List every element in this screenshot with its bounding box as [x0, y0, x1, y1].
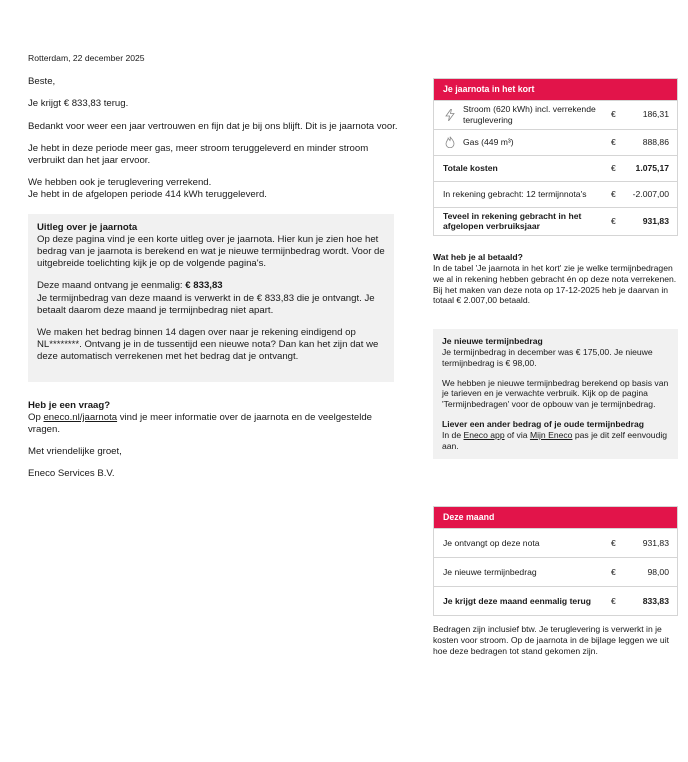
this-month-card [433, 506, 678, 616]
row-amount: 1.075,17 [635, 162, 669, 173]
month-row-new-installment [434, 557, 677, 586]
row-amount: -2.007,00 [632, 188, 669, 199]
feed-in-paragraph [28, 177, 400, 201]
other-amount-title: Liever een ander bedrag of je oude termijnbedrag [442, 418, 645, 429]
currency-sign: € [611, 109, 616, 120]
row-label: Gas (449 m³) [463, 136, 514, 147]
greeting: Beste, [28, 76, 56, 88]
new-installment-basis: We hebben je nieuwe termijnbedrag berekend op basis van je tarieven en je verwachte verbruik. Kijk op de pagina 'Termijnbedragen' voor de opbouw van je termijnbedrag. [442, 377, 669, 410]
row-label: Je nieuwe termijnbedrag [443, 566, 537, 577]
eneco-app-link[interactable]: Eneco app [463, 429, 505, 440]
new-installment-box [433, 329, 678, 459]
row-label: Je ontvangt op deze nota [443, 537, 540, 548]
footnote: Bedragen zijn inclusief btw. Je teruglevering is verwerkt in je kosten voor stroom. Op de jaarnota in de bijlage leggen we uit hoe deze bedragen tot stand gekomen zijn. [433, 624, 669, 656]
transfer-note: We maken het bedrag binnen 14 dagen over naar je rekening eindigend op NL********. Ontvang je in de tussentijd een nieuwe nota? Dan kan het zijn dat we deze automatisch verrekenen met het bedrag dat je ontvangt. [37, 327, 379, 363]
question-suffix: vind je meer informatie over de jaarnota en de veelgestelde vragen. [28, 411, 372, 436]
lightning-icon [443, 108, 457, 122]
row-label: Je krijgt deze maand eenmalig terug [443, 595, 592, 606]
new-installment-text: Je termijnbedrag in december was € 175,00. Je nieuwe termijnbedrag is € 98,00. [442, 346, 653, 368]
row-label: Totale kosten [443, 162, 498, 173]
summary-row-gas [434, 129, 677, 155]
paid-text: In de tabel 'Je jaarnota in het kort' zie je welke termijnbedragen we al in rekening hebben gebracht én op deze nota verrekenen. Bij het maken van deze nota op 17-12-2025 heb je daarvan in totaal € 2.007,00 betaald. [433, 262, 677, 306]
row-amount: 98,00 [647, 566, 669, 577]
row-label: Stroom (620 kWh) incl. verrekende teruglevering [463, 104, 596, 125]
uitleg-box [28, 214, 394, 382]
summary-card-title: Je jaarnota in het kort [434, 79, 677, 100]
thanks-paragraph: Bedankt voor weer een jaar vertrouwen en fijn dat je bij ons blijft. Dit is je jaarnota voor. [28, 120, 398, 132]
flame-icon [443, 135, 457, 149]
summary-row-charged [434, 181, 677, 207]
currency-sign: € [611, 566, 616, 577]
currency-sign: € [611, 136, 616, 147]
summary-card [433, 78, 678, 236]
month-row-receive [434, 528, 677, 557]
period-paragraph: Je hebt in deze periode meer gas, meer stroom teruggeleverd en minder stroom verbruikt dan het jaar ervoor. [28, 142, 369, 167]
question-prefix: Op [28, 411, 44, 423]
summary-row-overcharged [434, 207, 677, 236]
currency-sign: € [611, 162, 616, 173]
mijn-eneco-link[interactable]: Mijn Eneco [529, 429, 573, 440]
row-label: Teveel in rekening gebracht in het afgelopen verbruiksjaar [443, 210, 582, 232]
paid-title: Wat heb je al betaald? [433, 252, 523, 263]
row-amount: 931,83 [642, 537, 669, 548]
row-amount: 888,86 [642, 136, 669, 147]
currency-sign: € [611, 537, 616, 548]
jaarnota-link[interactable]: eneco.nl/jaarnota [43, 411, 118, 423]
regards: Met vriendelijke groet, [28, 446, 122, 458]
one-time-label: Deze maand ontvang je eenmalig: [37, 280, 186, 292]
other-amount-text-c: pas je dit zelf eenvoudig aan. [442, 429, 668, 451]
currency-sign: € [611, 595, 616, 606]
other-amount-text-b: of via [504, 429, 530, 440]
row-label: In rekening gebracht: 12 termijnnota's [443, 188, 587, 199]
one-time-amount: € 833,83 [185, 280, 223, 292]
month-row-refund [434, 586, 677, 615]
uitleg-intro: Op deze pagina vind je een korte uitleg over je jaarnota. Hier kun je zien hoe het bedrag van je jaarnota is berekend en wat je nieuwe termijnbedrag wordt. Voor de uitgebreide toelichting kijk je op de volgende pagina's. [37, 233, 385, 270]
row-amount: 833,83 [642, 595, 669, 606]
uitleg-title: Uitleg over je jaarnota [37, 221, 138, 233]
currency-sign: € [611, 188, 616, 199]
letter-date: Rotterdam, 22 december 2025 [28, 53, 145, 63]
summary-row-total [434, 155, 677, 181]
question-title: Heb je een vraag? [28, 399, 111, 411]
new-installment-title: Je nieuwe termijnbedrag [442, 336, 543, 347]
row-amount: 186,31 [642, 109, 669, 120]
refund-line: Je krijgt € 833,83 terug. [28, 98, 129, 110]
feed-in-line-1: We hebben ook je teruglevering verrekend. [28, 177, 212, 189]
letter-body [28, 52, 400, 491]
this-month-title: Deze maand [434, 507, 677, 528]
summary-column [433, 78, 678, 657]
paid-section [433, 252, 678, 306]
installment-note: Je termijnbedrag van deze maand is verwerkt in de € 833,83 die je ontvangt. Je betaalt daarom deze maand je termijnbedrag niet apart. [37, 292, 375, 316]
company-name: Eneco Services B.V. [28, 468, 115, 480]
summary-row-stroom [434, 100, 677, 129]
other-amount-text-a: In de [442, 429, 464, 440]
currency-sign: € [611, 215, 616, 226]
feed-in-line-2: Je hebt in de afgelopen periode 414 kWh teruggeleverd. [28, 189, 267, 201]
row-amount: 931,83 [642, 215, 669, 226]
